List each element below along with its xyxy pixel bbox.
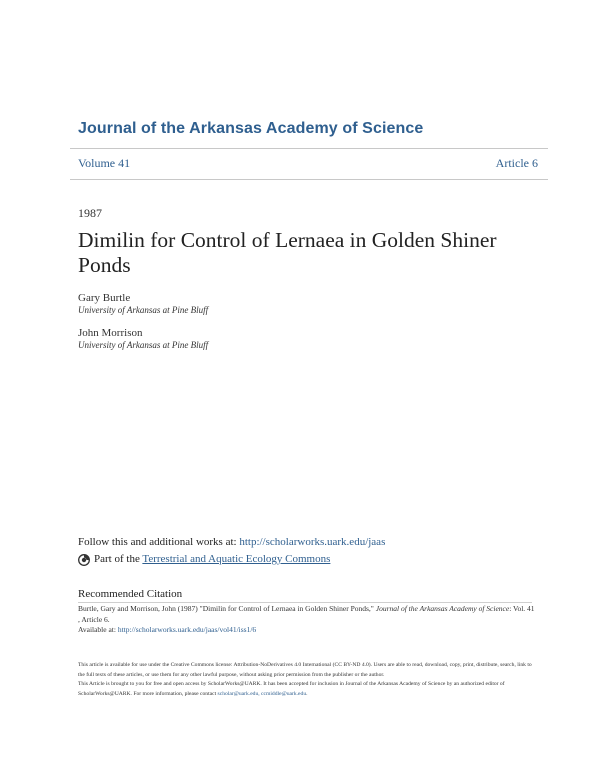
citation-body: Burtle, Gary and Morrison, John (1987) "Dimilin for Control of Lernaea in Golden Shiner Ponds,": [78, 604, 376, 613]
volume-link[interactable]: Volume 41: [78, 156, 131, 170]
part-of-text: [94, 553, 330, 565]
follow-line: [78, 536, 385, 548]
citation-url-link[interactable]: http://scholarworks.uark.edu/jaas/vol41/iss1/6: [117, 625, 257, 634]
available-at-label: Available at:: [78, 625, 118, 634]
license-text: This article is available for use under the Creative Commons license: Attribution-NoDerivatives 4.0 International (CC BY-ND 4.0). Users are able to read, download, copy, print, distribute, search, link to the full texts of these articles, or use them for any other lawful purpose, without asking prior permission from the publisher or the author.: [78, 662, 532, 678]
access-notice-end: .: [306, 690, 308, 697]
author-name[interactable]: John Morrison: [78, 327, 143, 339]
contact-email-link[interactable]: scholar@uark.edu, ccmiddle@uark.edu: [217, 690, 307, 697]
citation-divider: [78, 602, 532, 603]
recommended-citation-heading: Recommended Citation: [78, 588, 183, 600]
author-affiliation: University of Arkansas at Pine Bluff: [78, 340, 209, 350]
article-link[interactable]: Article 6: [495, 156, 538, 170]
header-divider-top: [70, 148, 548, 149]
commons-network-icon: [78, 553, 90, 565]
citation-volume: : Vol. 41 , Article 6.: [78, 604, 535, 624]
access-notice-text: This Article is brought to you for free and open access by ScholarWorks@UARK. It has been accepted for inclusion in Journal of the Arkansas Academy of Science by an authorized editor of ScholarWorks@UARK. For more information, please contact: [78, 681, 505, 697]
follow-url-link[interactable]: http://scholarworks.uark.edu/jaas: [239, 536, 386, 548]
header-divider-bottom: [70, 179, 548, 180]
part-of-line: [78, 553, 330, 565]
journal-title[interactable]: Journal of the Arkansas Academy of Science: [78, 120, 424, 137]
follow-prefix: Follow this and additional works at:: [78, 536, 240, 548]
publication-year: 1987: [78, 206, 102, 220]
part-of-prefix: Part of the: [94, 553, 143, 565]
author-name[interactable]: Gary Burtle: [78, 292, 131, 304]
citation-text: [78, 604, 538, 636]
citation-journal: Journal of the Arkansas Academy of Science: [375, 604, 510, 613]
article-title: Dimilin for Control of Lernaea in Golden Shiner Ponds: [78, 228, 497, 277]
discipline-commons-link[interactable]: Terrestrial and Aquatic Ecology Commons: [142, 553, 331, 565]
license-notice: [78, 661, 538, 699]
author-affiliation: University of Arkansas at Pine Bluff: [78, 305, 209, 315]
